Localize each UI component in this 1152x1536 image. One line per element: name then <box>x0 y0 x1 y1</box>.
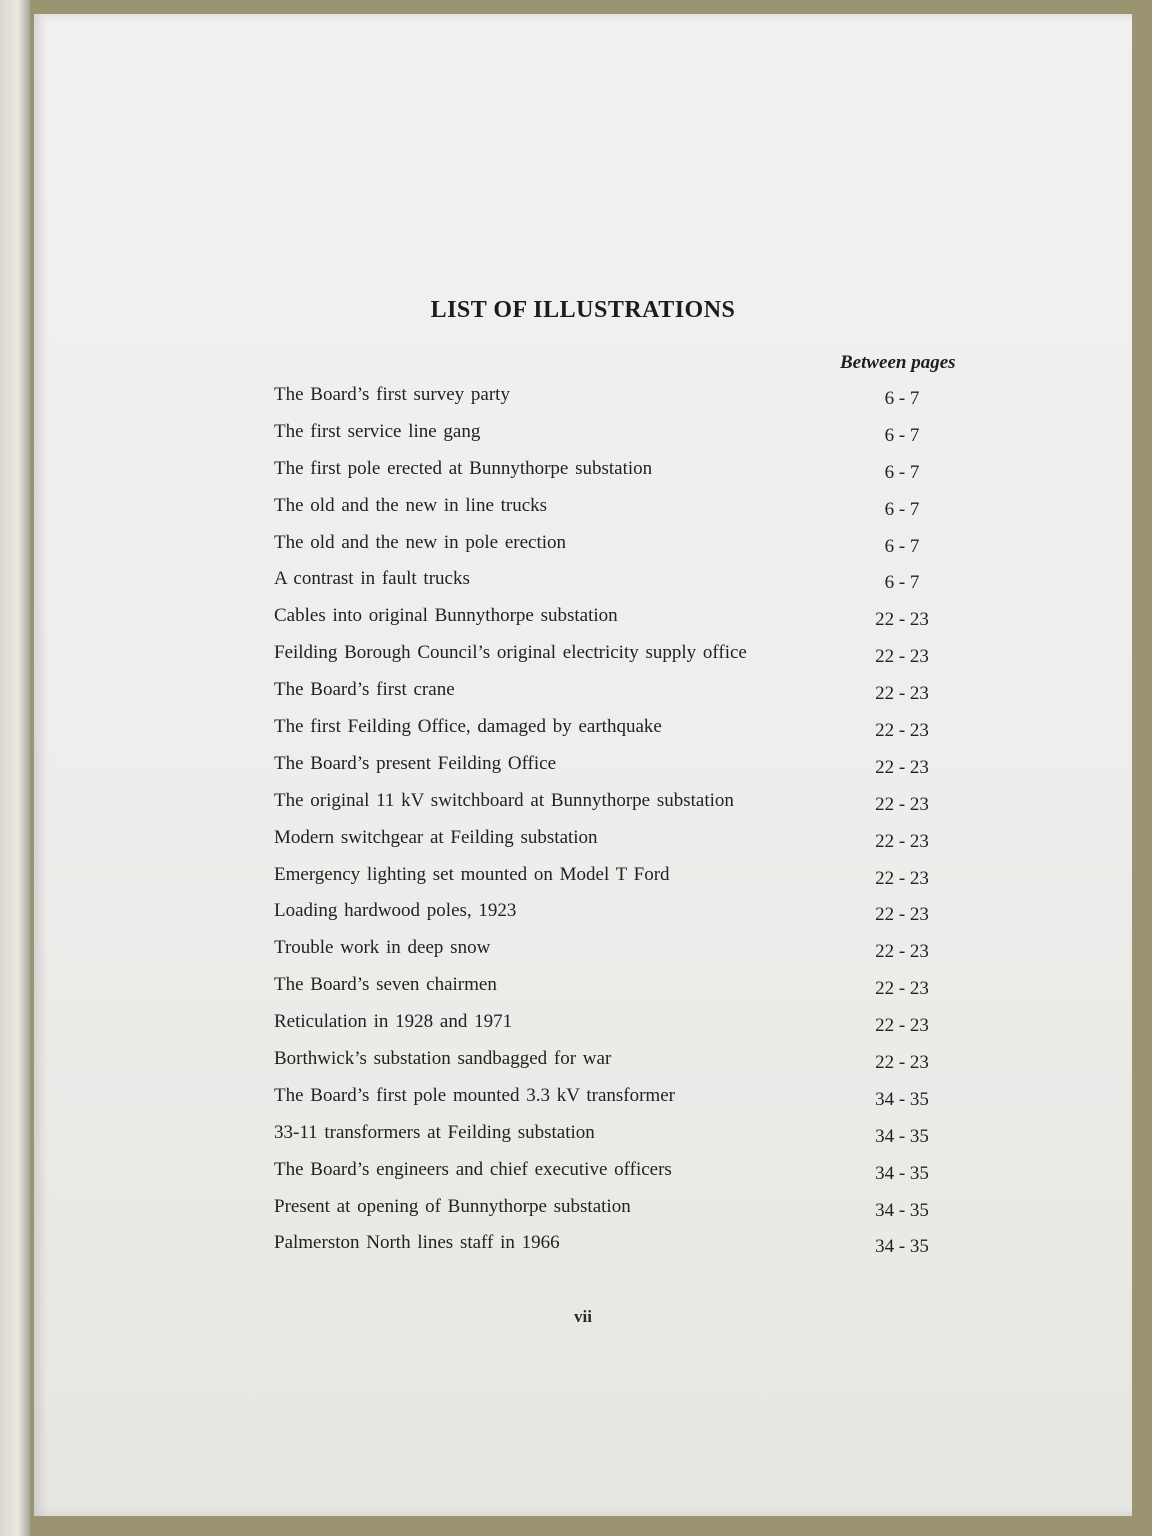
list-item <box>272 562 952 599</box>
list-item <box>272 1226 952 1263</box>
illustration-pages: 22 - 23 <box>875 904 929 926</box>
list-item <box>272 526 952 563</box>
illustration-caption: Trouble work in deep snow <box>274 937 491 959</box>
illustration-caption: Cables into original Bunnythorpe substation <box>274 605 618 627</box>
illustration-pages: 6 - 7 <box>884 388 920 409</box>
list-item <box>272 599 952 636</box>
list-item <box>272 378 952 415</box>
illustration-pages: 6 - 7 <box>884 572 920 594</box>
book-page <box>34 14 1132 1516</box>
illustration-pages: 34 - 35 <box>875 1088 929 1110</box>
illustration-caption: Present at opening of Bunnythorpe substation <box>274 1195 631 1217</box>
page-title: LIST OF ILLUSTRATIONS <box>430 297 736 323</box>
list-item <box>272 931 952 968</box>
illustration-caption: Borthwick’s substation sandbagged for war <box>274 1048 612 1070</box>
illustration-pages: 22 - 23 <box>875 1052 929 1074</box>
illustration-pages: 34 - 35 <box>875 1162 929 1184</box>
list-item <box>272 784 952 821</box>
illustration-caption: Feilding Borough Council’s original electricity supply office <box>274 642 747 664</box>
illustration-pages: 6 - 7 <box>884 461 920 483</box>
illustration-caption: The Board’s first pole mounted 3.3 kV transformer <box>274 1084 675 1106</box>
page-number: vii <box>574 1307 592 1326</box>
list-item <box>272 821 952 858</box>
illustration-caption: The Board’s present Feilding Office <box>274 752 557 774</box>
illustration-pages: 22 - 23 <box>875 609 929 631</box>
list-item <box>272 1042 952 1079</box>
illustration-caption: The first Feilding Office, damaged by earthquake <box>274 716 662 738</box>
list-item <box>272 1079 952 1116</box>
list-item <box>272 1005 952 1042</box>
list-item <box>272 415 952 452</box>
illustration-pages: 22 - 23 <box>875 756 929 778</box>
illustration-pages: 22 - 23 <box>875 941 929 963</box>
illustration-pages: 22 - 23 <box>875 793 929 815</box>
illustration-pages: 22 - 23 <box>875 867 929 889</box>
illustration-caption: Emergency lighting set mounted on Model T Ford <box>274 863 670 885</box>
list-item <box>272 968 952 1005</box>
illustration-pages: 22 - 23 <box>875 720 929 742</box>
list-item <box>272 1116 952 1153</box>
illustration-pages: 34 - 35 <box>875 1236 929 1258</box>
illustration-caption: A contrast in fault trucks <box>274 568 470 590</box>
between-pages-header: Between pages <box>840 352 956 373</box>
illustration-caption: Modern switchgear at Feilding substation <box>274 826 598 848</box>
illustration-caption: The Board’s first crane <box>274 679 455 701</box>
facing-page-edge <box>0 0 30 1536</box>
illustration-caption: Loading hardwood poles, 1923 <box>274 900 517 922</box>
illustration-pages: 22 - 23 <box>875 830 929 852</box>
illustration-caption: Palmerston North lines staff in 1966 <box>274 1232 560 1254</box>
illustration-pages: 34 - 35 <box>875 1199 929 1221</box>
illustration-pages: 22 - 23 <box>875 978 929 1000</box>
illustration-pages: 34 - 35 <box>875 1125 929 1147</box>
list-item <box>272 489 952 526</box>
list-item <box>272 858 952 895</box>
illustration-pages: 22 - 23 <box>875 646 929 668</box>
illustrations-list <box>272 378 952 1263</box>
list-item <box>272 747 952 784</box>
illustration-caption: The original 11 kV switchboard at Bunnythorpe substation <box>274 789 734 811</box>
illustration-caption: The Board’s seven chairmen <box>274 974 497 996</box>
illustration-caption: The Board’s first survey party <box>274 384 510 405</box>
list-item <box>272 894 952 931</box>
list-item <box>272 636 952 673</box>
illustration-caption: Reticulation in 1928 and 1971 <box>274 1011 513 1033</box>
list-item <box>272 710 952 747</box>
illustration-caption: The first service line gang <box>274 420 481 442</box>
illustration-pages: 6 - 7 <box>884 498 920 520</box>
list-item <box>272 452 952 489</box>
illustration-caption: 33-11 transformers at Feilding substation <box>274 1121 595 1143</box>
list-item <box>272 673 952 710</box>
list-item <box>272 1153 952 1190</box>
illustration-caption: The Board’s engineers and chief executive officers <box>274 1158 672 1180</box>
illustration-caption: The first pole erected at Bunnythorpe substation <box>274 457 653 479</box>
list-item <box>272 1190 952 1227</box>
illustration-caption: The old and the new in pole erection <box>274 531 567 553</box>
illustration-pages: 6 - 7 <box>884 424 920 446</box>
illustration-pages: 22 - 23 <box>875 1015 929 1037</box>
illustration-caption: The old and the new in line trucks <box>274 494 548 516</box>
illustration-pages: 6 - 7 <box>884 535 920 557</box>
illustration-pages: 22 - 23 <box>875 683 929 705</box>
